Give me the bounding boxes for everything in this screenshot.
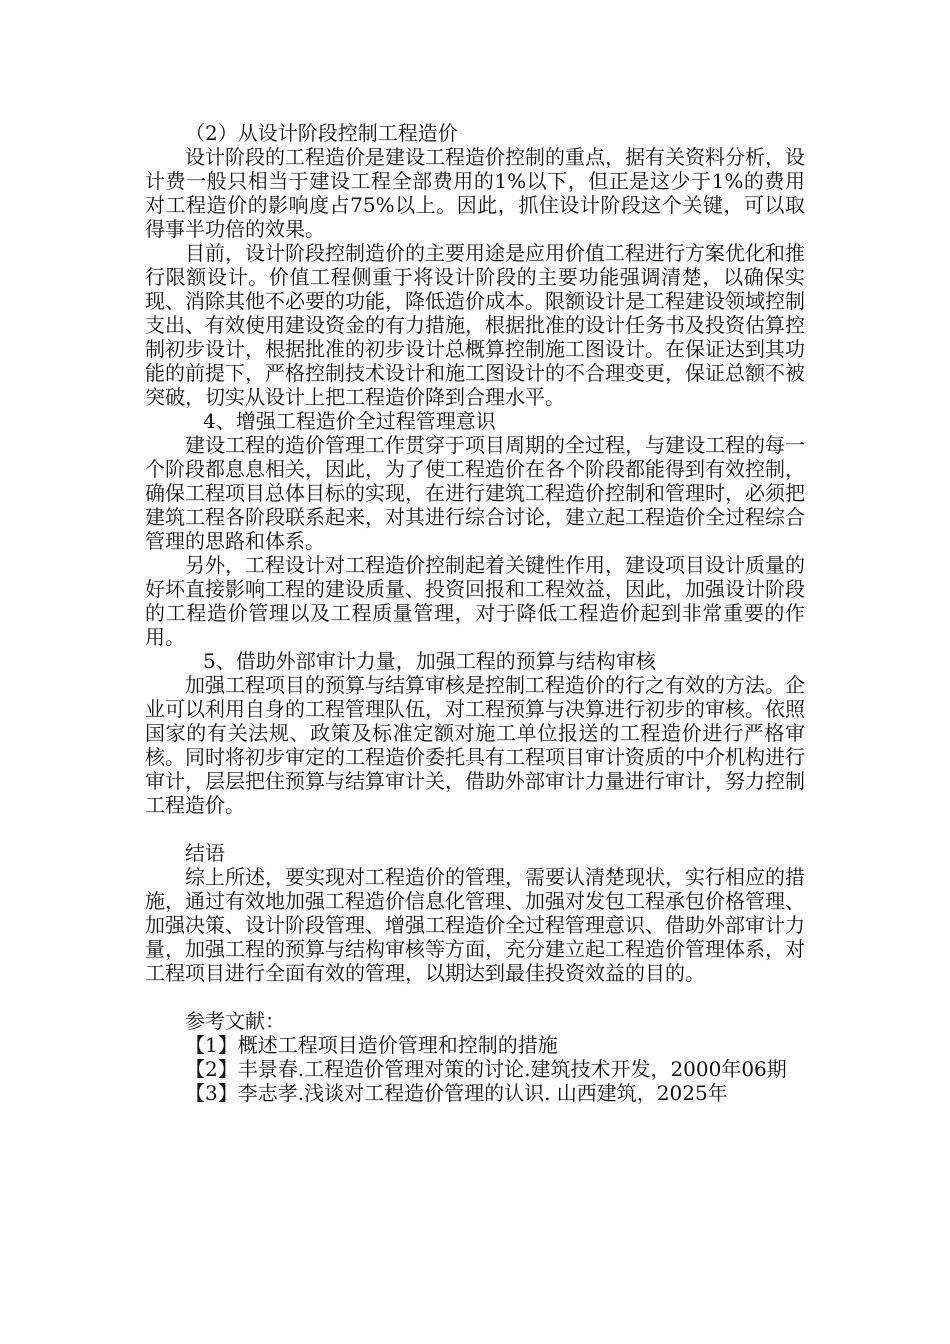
references-heading: 参考文献： — [185, 1009, 285, 1033]
section-2-paragraph-2: 目前，设计阶段控制造价的主要用途是应用价值工程进行方案优化和推行限额设计。价值工程侧重于将设计阶段的主要功能强调清楚，以确保实现、消除其他不必要的功能，降低造价成本。限额设计是工程建设领域控制支出、有效使用建设资金的有力措施，根据批准的设计任务书及投资估算控制初步设计，根据批准的初步设计总概算控制施工图设计。在保证达到其功能的前提下，严格控制技术设计和施工图设计的不合理变更，保证总额不被突破，切实从设计上把工程造价降到合理水平。 — [145, 241, 805, 409]
section-4-paragraph-2: 另外，工程设计对工程造价控制起着关键性作用，建设项目设计质量的好坏直接影响工程的建设质量、投资回报和工程效益，因此，加强设计阶段的工程造价管理以及工程质量管理，对于降低工程造价起到非常重要的作用。 — [145, 553, 805, 649]
section-4-paragraph-1: 建设工程的造价管理工作贯穿于项目周期的全过程，与建设工程的每一个阶段都息息相关，因此，为了使工程造价在各个阶段都能得到有效控制，确保工程项目总体目标的实现，在进行建筑工程造价控制和管理时，必须把建筑工程各阶段联系起来，对其进行综合讨论，建立起工程造价全过程综合管理的思路和体系。 — [145, 433, 805, 553]
spacer — [145, 985, 805, 1009]
reference-item-3: 【3】李志孝.浅谈对工程造价管理的认识. 山西建筑，2025年 — [185, 1081, 728, 1105]
section-4-heading: 4、增强工程造价全过程管理意识 — [203, 409, 496, 433]
spacer — [145, 817, 805, 841]
section-5-heading: 5、借助外部审计力量，加强工程的预算与结构审核 — [203, 649, 656, 673]
conclusion-heading: 结语 — [185, 841, 225, 865]
section-5-paragraph-1: 加强工程项目的预算与结算审核是控制工程造价的行之有效的方法。企业可以利用自身的工程管理队伍，对工程预算与决算进行初步的审核。依照国家的有关法规、政策及标准定额对施工单位报送的工程造价进行严格审核。同时将初步审定的工程造价委托具有工程项目审计资质的中介机构进行审计，层层把住预算与结算审计关，借助外部审计力量进行审计，努力控制工程造价。 — [145, 673, 805, 817]
section-2-heading: （2）从设计阶段控制工程造价 — [185, 121, 458, 145]
reference-item-2: 【2】丰景春.工程造价管理对策的讨论.建筑技术开发，2000年06期 — [185, 1057, 787, 1081]
reference-item-1: 【1】概述工程项目造价管理和控制的措施 — [185, 1033, 558, 1057]
conclusion-paragraph: 综上所述，要实现对工程造价的管理，需要认清楚现状，实行相应的措施，通过有效地加强工程造价信息化管理、加强对发包工程承包价格管理、加强决策、设计阶段管理、增强工程造价全过程管理意识、借助外部审计力量，加强工程的预算与结构审核等方面，充分建立起工程造价管理体系，对工程项目进行全面有效的管理，以期达到最佳投资效益的目的。 — [145, 865, 805, 985]
section-2-paragraph-1: 设计阶段的工程造价是建设工程造价控制的重点，据有关资料分析，设计费一般只相当于建设工程全部费用的1%以下，但正是这少于1%的费用对工程造价的影响度占75%以上。因此，抓住设计阶段这个关键，可以取得事半功倍的效果。 — [145, 145, 805, 241]
document-page — [145, 121, 805, 1105]
